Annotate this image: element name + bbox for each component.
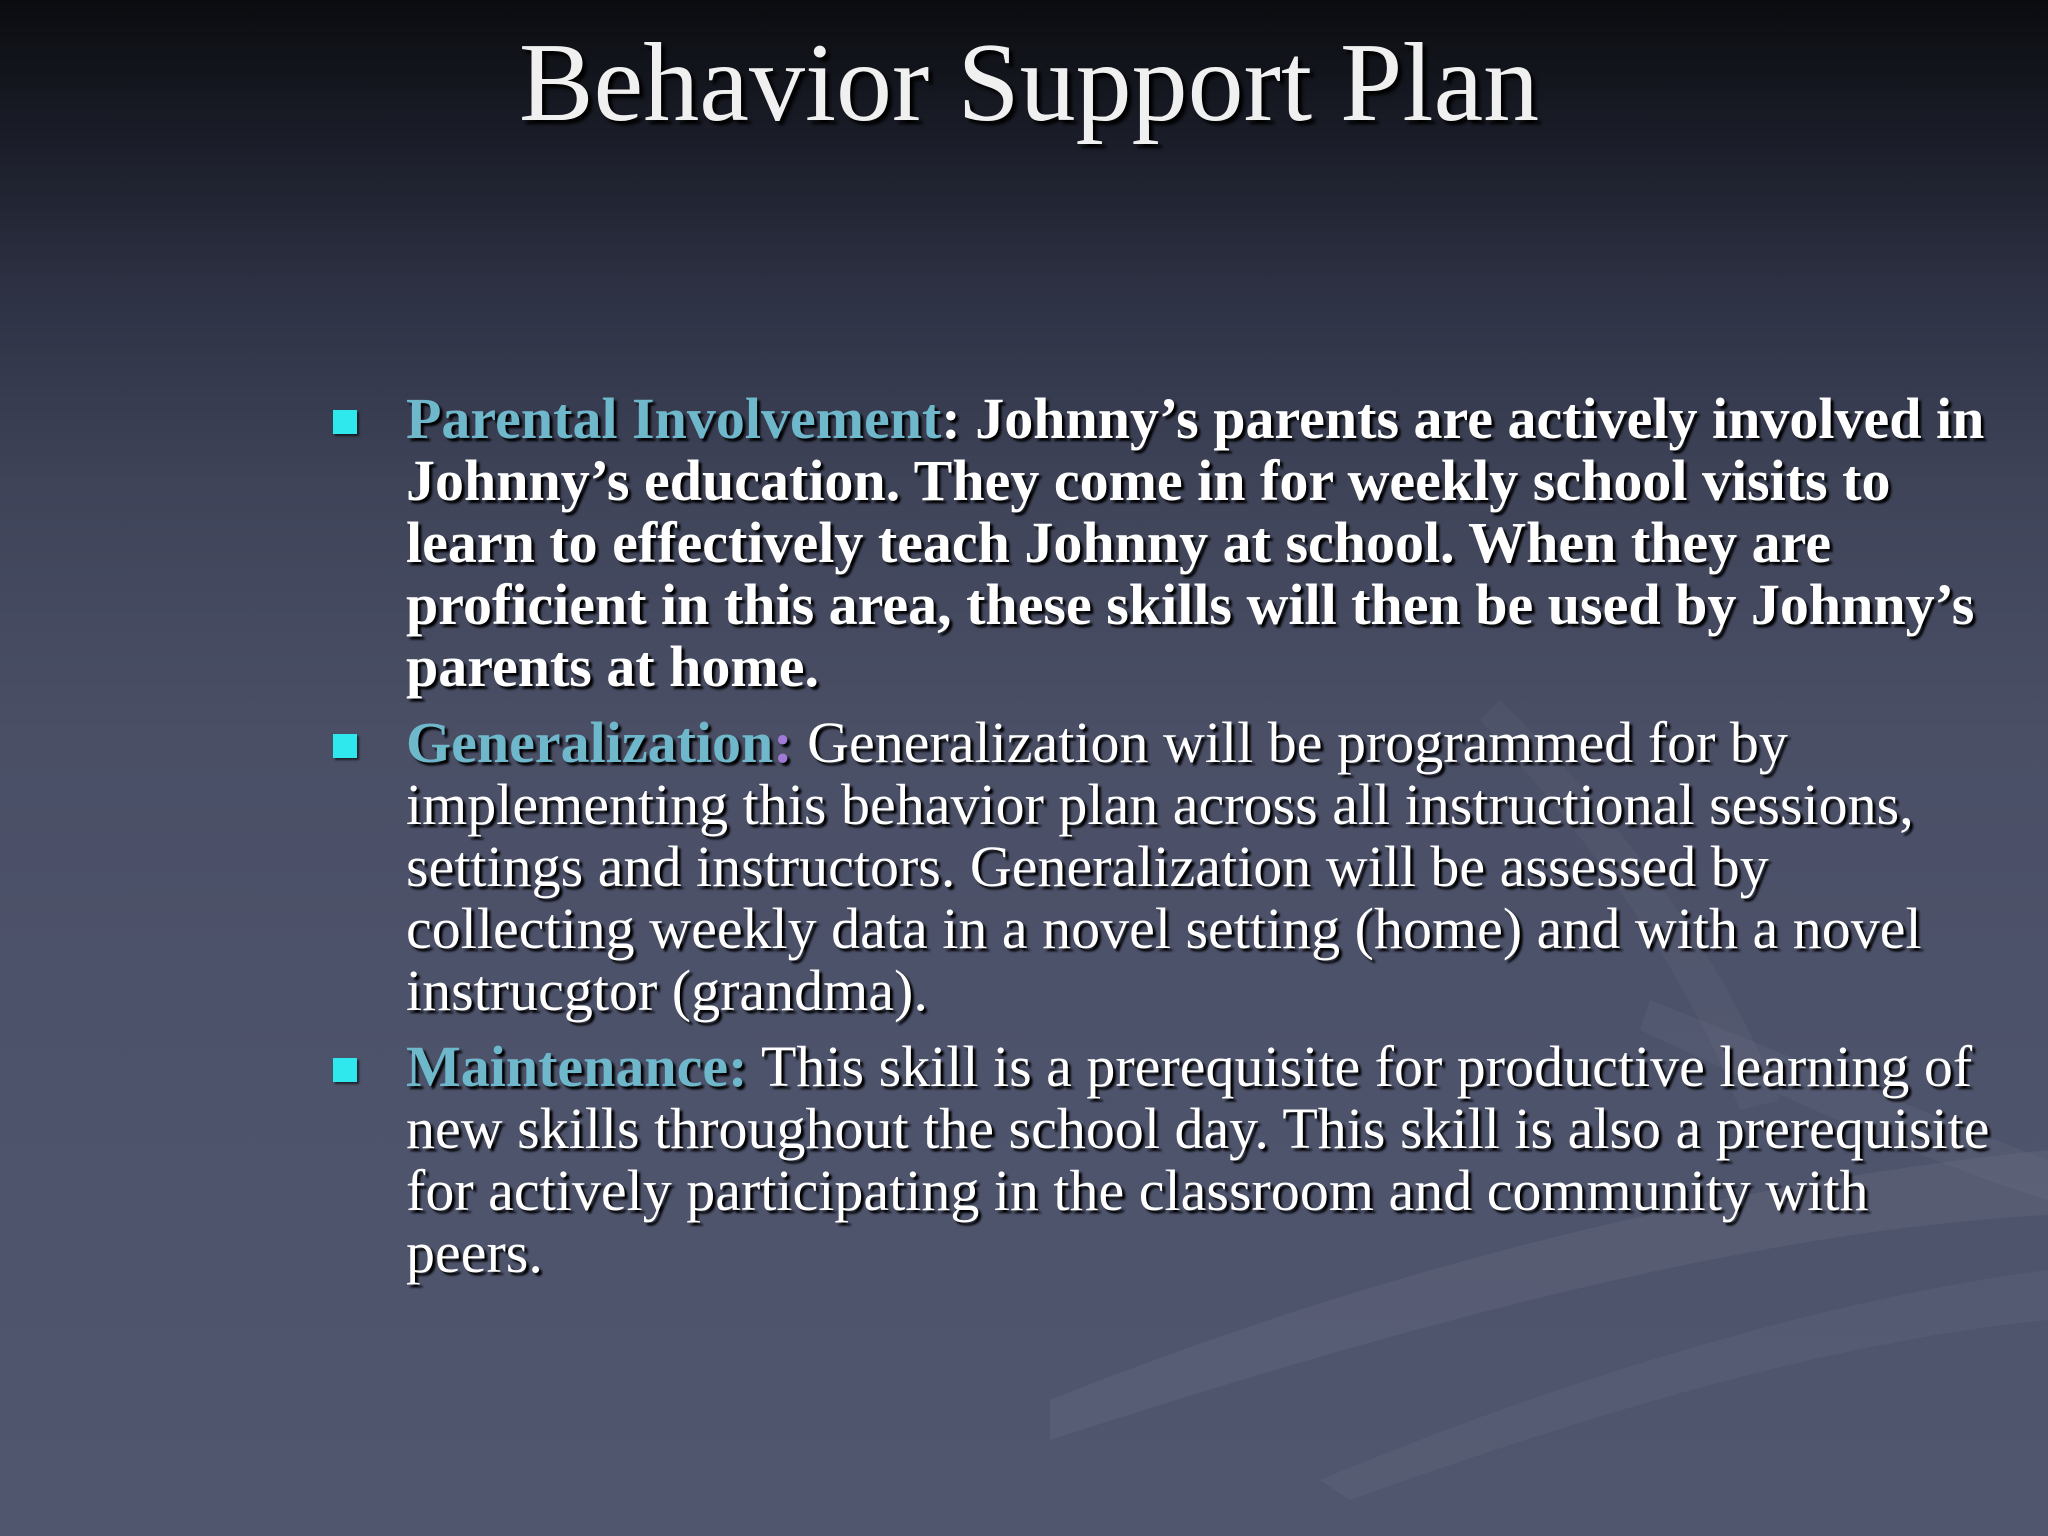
bullet-separator: : xyxy=(941,386,961,451)
bullet-maintenance xyxy=(330,1036,2010,1284)
bullet-text: Johnny’s parents are actively involved in Johnny’s education. They come in for weekly school visits to learn to effectively teach Johnny at school. When they are proficient in this area, these skills will then be used by Johnny’s parents at home. xyxy=(406,386,1985,699)
square-bullet-icon xyxy=(333,1058,357,1082)
slide-title: Behavior Support Plan xyxy=(518,21,1540,145)
bullet-text: Generalization will be programmed for by implementing this behavior plan across all instructional sessions, settings and instructors. Generalization will be assessed by collecting weekly data in a novel setting (home) and with a novel instrucgtor (grandma). xyxy=(406,710,1922,1023)
bullet-list xyxy=(330,388,2010,1298)
bullet-term: Generalization xyxy=(406,710,774,775)
square-bullet-icon xyxy=(333,734,357,758)
bullet-separator: : xyxy=(728,1034,748,1099)
bullet-text: This skill is a prerequisite for productive learning of new skills throughout the school day. This skill is also a prerequisite for actively participating in the classroom and community with peers. xyxy=(406,1034,1990,1285)
bullet-generalization xyxy=(330,712,2010,1022)
square-bullet-icon xyxy=(333,410,357,434)
bullet-term: Maintenance xyxy=(406,1034,729,1099)
bullet-separator: : xyxy=(773,710,793,775)
bullet-parental-involvement xyxy=(330,388,2010,698)
bullet-term: Parental Involvement xyxy=(406,386,942,451)
